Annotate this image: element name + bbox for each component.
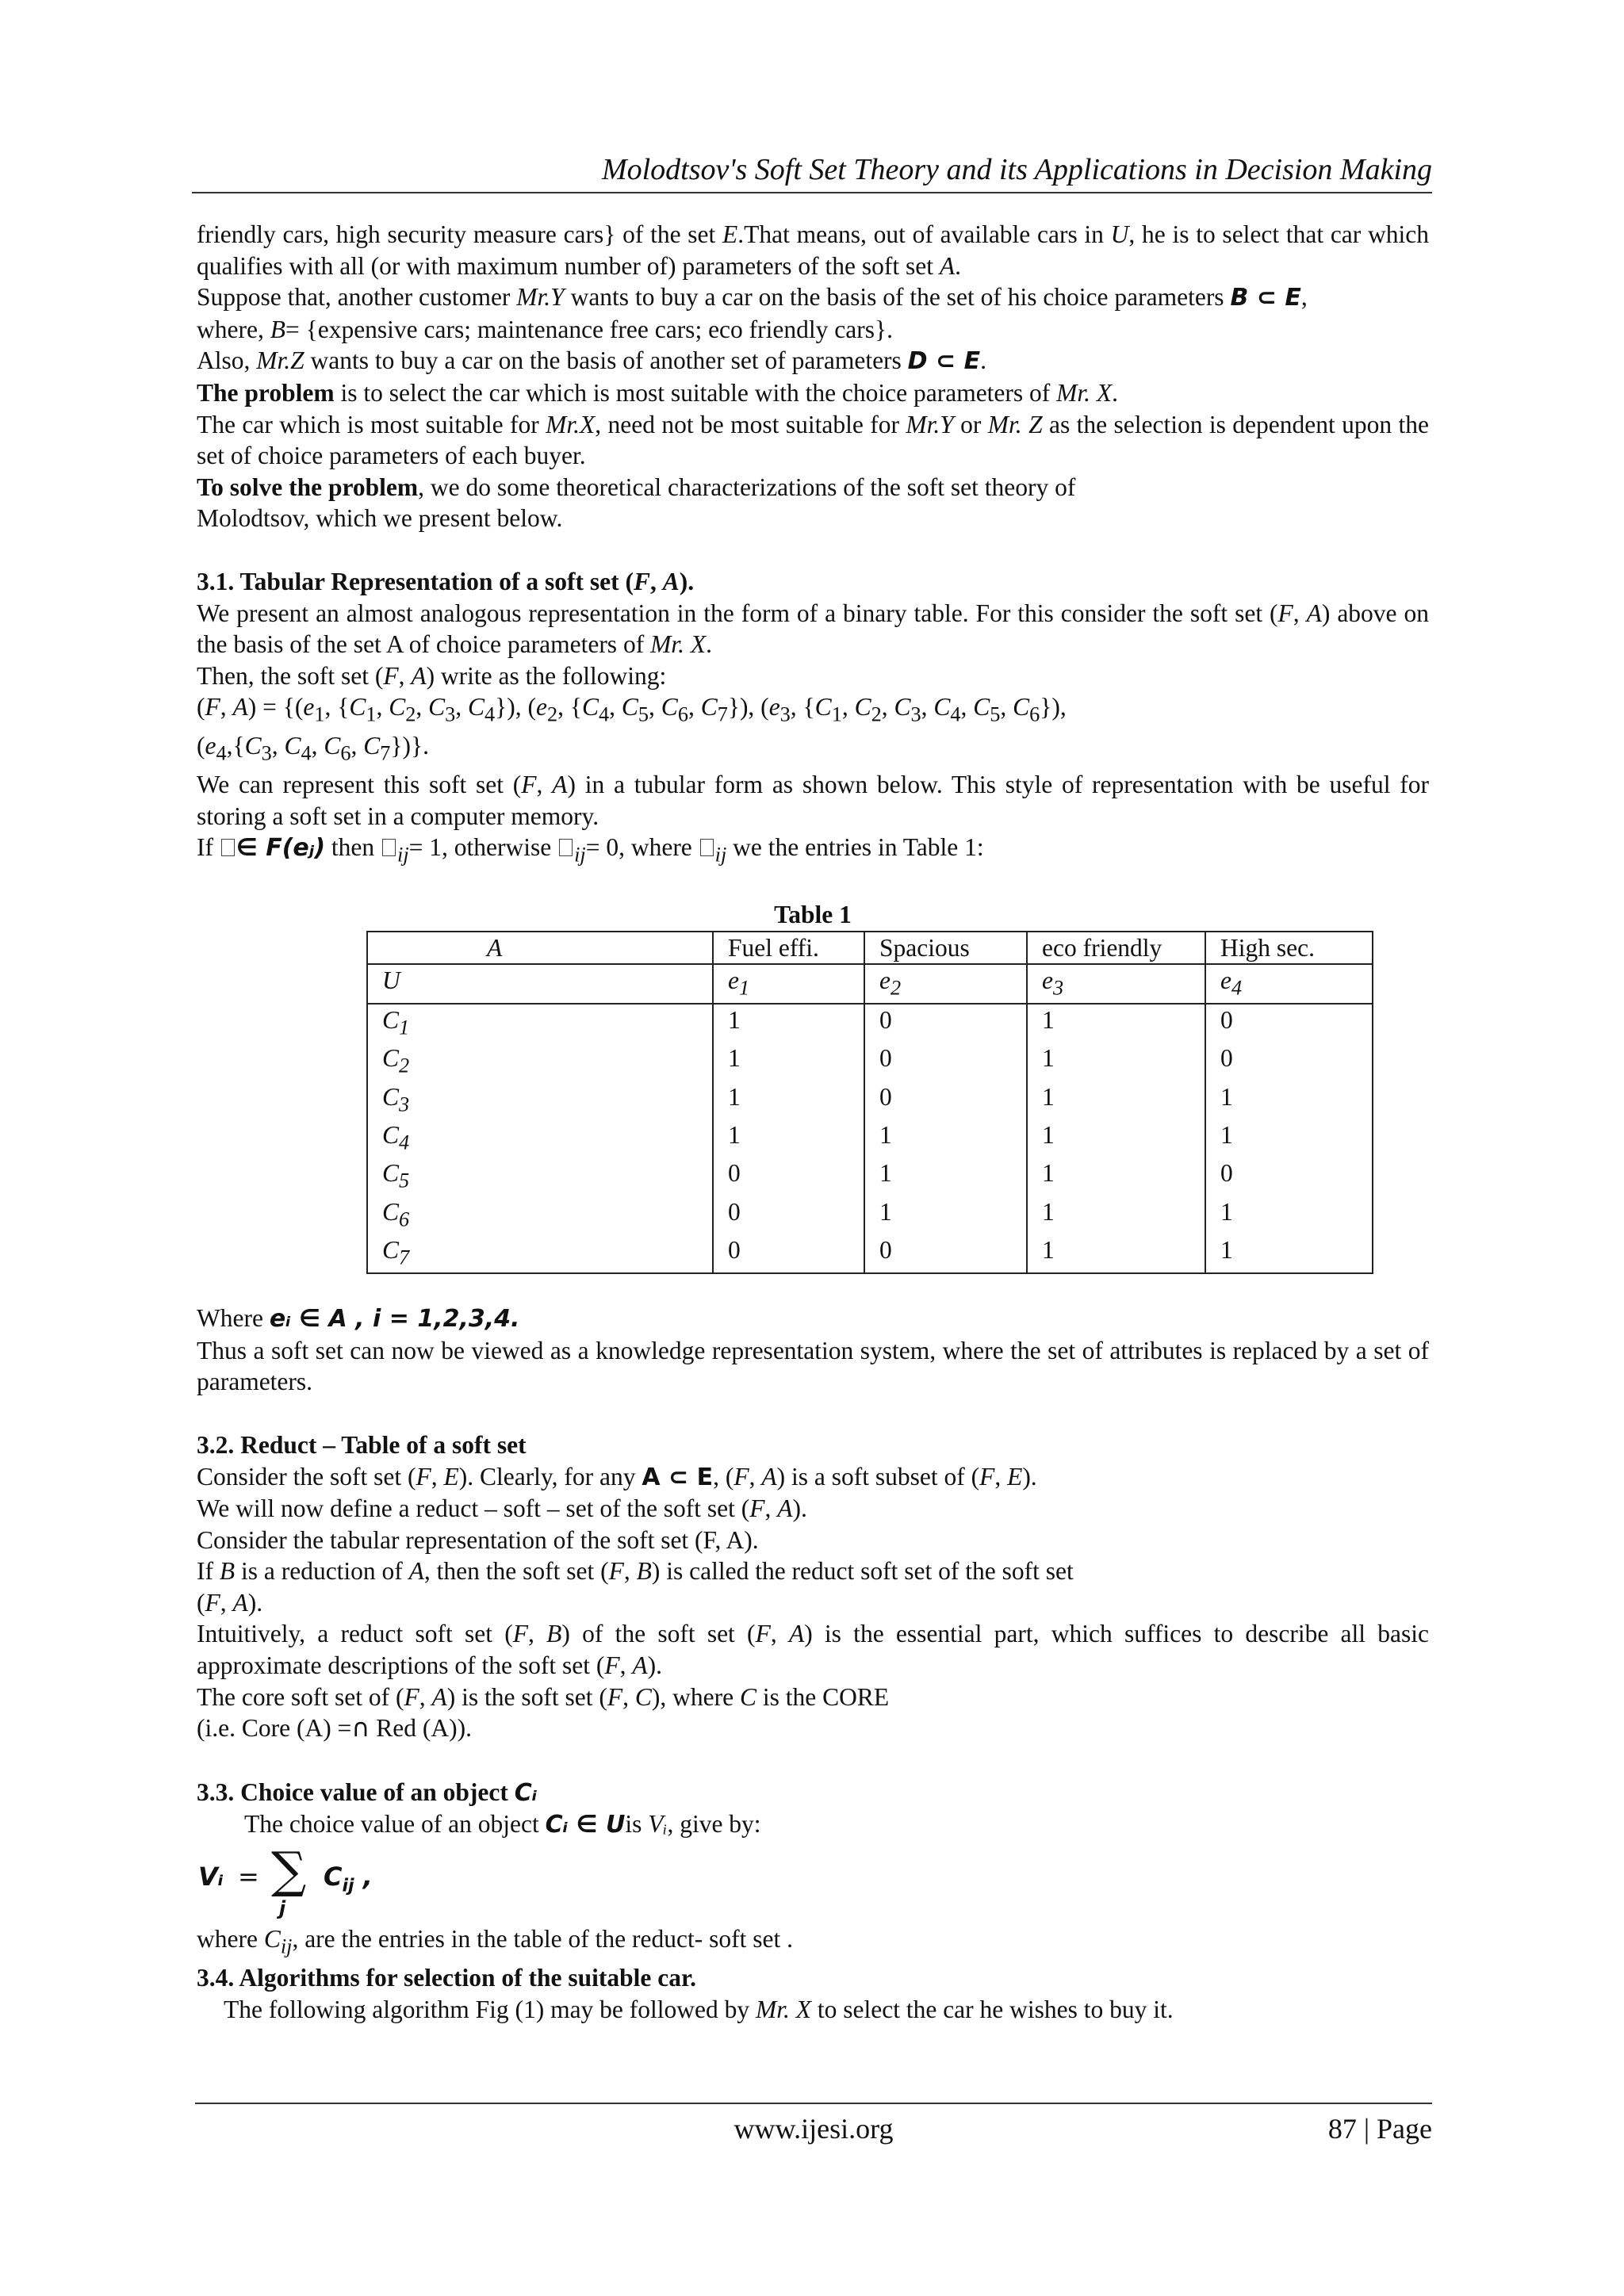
table-body <box>367 1004 1373 1273</box>
choice-value-formula: Vᵢ = ∑ j $C_{ij}$ , <box>198 1841 373 1920</box>
table-cell: 1 <box>1205 1196 1373 1234</box>
table-cell: 1 <box>1027 1043 1205 1081</box>
paragraph: friendly cars, high security measure cars} of the set E.That means, out of available cars in U, he is to select that car which qualifies with all (or with maximum number of) parameters of the soft set A. <box>197 220 1429 280</box>
table-cell: 1 <box>1205 1234 1373 1273</box>
section-heading: 3.2. Reduct – Table of a soft set <box>197 1430 527 1459</box>
section-heading: 3.1. Tabular Representation of a soft set (F, A). <box>197 567 695 595</box>
subset-symbol: D ⊂ E <box>907 347 981 376</box>
header-rule <box>192 192 1432 193</box>
paragraph: If ∈ F(eⱼ) then $_{ij}$= 1, otherwise $_{ij}$= 0, where $_{ij}$ we the entries in Table 1: <box>197 833 984 867</box>
table-cell: 0 <box>1205 1043 1373 1081</box>
paragraph: Consider the tabular representation of the soft set (F, A). <box>197 1525 759 1554</box>
paragraph: Intuitively, a reduct soft set (F, B) of the soft set (F, A) is the essential part, which suffices to describe all basic approximate descriptions of the soft set (F, A). <box>197 1620 1430 1680</box>
table-row <box>367 1119 1373 1158</box>
column-header: High sec. <box>1205 932 1373 964</box>
table-cell: 0 <box>1205 1158 1373 1196</box>
row-label: $C_6$ <box>367 1196 713 1234</box>
missing-glyph-icon <box>382 839 396 856</box>
paragraph: The car which is most suitable for Mr.X, need not be most suitable for Mr.Y or Mr. Z as the selection is dependent upon the set of choice parameters of each buyer. <box>197 410 1429 470</box>
table-cell: 0 <box>713 1196 864 1234</box>
intersection-symbol: ∩ <box>351 1714 370 1743</box>
table-cell: 1 <box>1027 1081 1205 1119</box>
footer-rule <box>195 2103 1432 2104</box>
table-row <box>367 1234 1373 1273</box>
table-row <box>367 1196 1373 1234</box>
row-label: $C_3$ <box>367 1081 713 1119</box>
paragraph: We can represent this soft set (F, A) in a tubular form as shown below. This style of representation with be useful for storing a soft set in a computer memory. <box>197 771 1430 830</box>
soft-set-expression: ($e_4,\{C_3$, $C_4$, $C_6$, $C_7$})}. <box>197 732 430 765</box>
table-header-row <box>367 932 1373 964</box>
row-label: $C_1$ <box>367 1004 713 1043</box>
running-title: Molodtsov's Soft Set Theory and its Applications in Decision Making <box>601 153 1432 186</box>
section-heading: 3.4. Algorithms for selection of the suitable car. <box>197 1963 696 1992</box>
paragraph: Consider the soft set (F, E). Clearly, for any A ⊂ E, (F, A) is a soft subset of (F, E). <box>197 1461 1429 1494</box>
element-of-symbol: Cᵢ ∈ U <box>545 1811 626 1839</box>
subset-symbol: B ⊂ E <box>1230 284 1301 312</box>
index-condition: eᵢ ∈ A , i = 1,2,3,4. <box>269 1305 520 1334</box>
paragraph: If B is a reduction of A, then the soft set (F, B) is called the reduct soft set of the soft set <box>197 1557 1074 1586</box>
table-1 <box>366 931 1373 1274</box>
table-cell: 1 <box>1027 1004 1205 1043</box>
table-cell: 1 <box>1027 1119 1205 1158</box>
table-cell: 0 <box>1205 1004 1373 1043</box>
paragraph: The core soft set of (F, A) is the soft set (F, C), where C is the CORE <box>197 1682 890 1711</box>
table-cell: 1 <box>713 1004 864 1043</box>
paragraph: Molodtsov, which we present below. <box>197 504 563 533</box>
paragraph: Where eᵢ ∈ A , i = 1,2,3,4. <box>197 1303 1429 1335</box>
row-label: $C_5$ <box>367 1158 713 1196</box>
paragraph: Then, the soft set (F, A) write as the following: <box>197 661 667 690</box>
table-cell: 1 <box>864 1196 1027 1234</box>
missing-glyph-icon <box>221 839 235 856</box>
paragraph: (F, A). <box>197 1588 263 1617</box>
param-cell: $e_1$ <box>713 964 864 1004</box>
table-cell: 1 <box>713 1119 864 1158</box>
paragraph: where, B= {expensive cars; maintenance free cars; eco friendly cars}. <box>197 315 893 343</box>
page-number: 87 | Page <box>1327 2113 1432 2145</box>
table-cell: 1 <box>1027 1158 1205 1196</box>
section-heading: 3.3. Choice value of an object Cᵢ <box>197 1777 1429 1809</box>
paragraph: We will now define a reduct – soft – set of the soft set (F, A). <box>197 1494 807 1523</box>
journal-url: www.ijesi.org <box>733 2113 894 2145</box>
table-cell: 1 <box>713 1043 864 1081</box>
main-content <box>197 219 1429 2025</box>
missing-glyph-icon <box>559 839 573 856</box>
table-cell: 1 <box>1027 1234 1205 1273</box>
column-header: Fuel effi. <box>713 932 864 964</box>
corner-label: A <box>367 932 713 964</box>
element-of-symbol: ∈ F(eⱼ) <box>236 834 326 863</box>
table-cell: 0 <box>864 1081 1027 1119</box>
paragraph: The choice value of an object Cᵢ ∈ Uis Vᵢ, give by: <box>197 1808 1429 1841</box>
table-cell: 0 <box>864 1234 1027 1273</box>
paragraph: The following algorithm Fig (1) may be followed by Mr. X to select the car he wishes to buy it. <box>224 1995 1174 2023</box>
table-cell: 1 <box>864 1158 1027 1196</box>
paragraph: where $C_{ij}$, are the entries in the table of the reduct- soft set . <box>197 1925 793 1958</box>
table-row <box>367 1004 1373 1043</box>
column-header: Spacious <box>864 932 1027 964</box>
row-label: $C_7$ <box>367 1234 713 1273</box>
object-symbol: Cᵢ <box>514 1778 538 1807</box>
param-cell: $e_2$ <box>864 964 1027 1004</box>
row-label: $C_2$ <box>367 1043 713 1081</box>
param-cell: $e_3$ <box>1027 964 1205 1004</box>
table-caption: Table 1 <box>774 901 852 929</box>
paragraph: Suppose that, another customer Mr.Y wants to buy a car on the basis of the set of his choice parameters B ⊂ E, <box>197 281 1429 314</box>
missing-glyph-icon <box>700 839 714 856</box>
paragraph: Also, Mr.Z wants to buy a car on the basis of another set of parameters D ⊂ E. <box>197 345 1429 377</box>
param-cell: $e_4$ <box>1205 964 1373 1004</box>
column-header: eco friendly <box>1027 932 1205 964</box>
table-cell: 0 <box>864 1004 1027 1043</box>
table-cell: 0 <box>864 1043 1027 1081</box>
row-label: U <box>367 964 713 1004</box>
table-cell: 0 <box>713 1158 864 1196</box>
table-param-row <box>367 964 1373 1004</box>
paragraph: We present an almost analogous representation in the form of a binary table. For this consider the soft set (F, A) above on the basis of the set A of choice parameters of Mr. X. <box>197 599 1430 659</box>
paragraph: The problem is to select the car which is most suitable with the choice parameters of Mr. X. <box>197 378 1119 407</box>
subset-symbol: A ⊂ E <box>642 1463 714 1491</box>
table-row <box>367 1158 1373 1196</box>
table-cell: 1 <box>1027 1196 1205 1234</box>
table-cell: 0 <box>713 1234 864 1273</box>
table-cell: 1 <box>864 1119 1027 1158</box>
row-label: $C_4$ <box>367 1119 713 1158</box>
table-row <box>367 1081 1373 1119</box>
paragraph: (i.e. Core (A) =∩ Red (A)). <box>197 1714 472 1743</box>
table-cell: 1 <box>713 1081 864 1119</box>
table-cell: 1 <box>1205 1081 1373 1119</box>
paragraph: To solve the problem, we do some theoretical characterizations of the soft set theory of <box>197 473 1076 501</box>
table-cell: 1 <box>1205 1119 1373 1158</box>
table-row <box>367 1043 1373 1081</box>
paragraph: Thus a soft set can now be viewed as a knowledge representation system, where the set of attributes is replaced by a set of parameters. <box>197 1336 1429 1396</box>
soft-set-expression: (F, $A) = \{(e_1$, {$C_1$, $C_2$, $C_3$, $C_4$}), ($e_2$, {$C_4$, $C_5$, $C_6$, $C_7$}), ($e_3$, {$C_1$, $C_2$, $C_3$, $C_4$, $C_5$, $C_6$}), <box>197 693 1067 726</box>
